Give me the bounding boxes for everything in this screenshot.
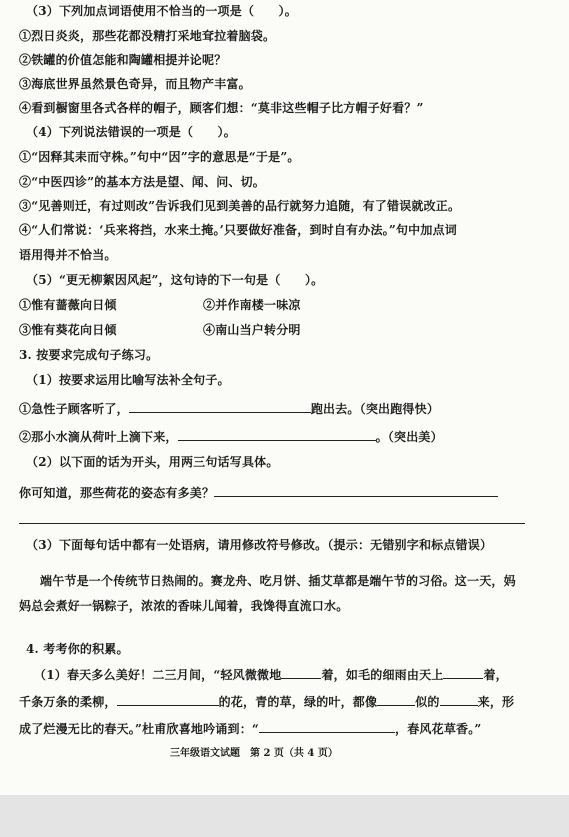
q2-3-option-3: ③海底世界虽然景色奇异，而且物产丰富。 bbox=[19, 77, 251, 91]
q3-2-prompt bbox=[19, 484, 498, 501]
q4-1-text-c: 着， bbox=[483, 668, 508, 682]
q2-4-option-1: ①“因释其耒而守株。”句中“因”字的意思是“于是”。 bbox=[19, 150, 300, 164]
q3-1-s1-blank[interactable] bbox=[129, 400, 311, 413]
q2-3-option-4: ④看到橱窗里各式各样的帽子，顾客们想：“莫非这些帽子比方帽子好看？” bbox=[19, 101, 424, 115]
q2-5-option-2: ②并作南楼一味凉 bbox=[203, 298, 301, 312]
q4-1-text-g: 来，形 bbox=[477, 695, 515, 709]
q2-5-option-3: ③惟有葵花向日倾 bbox=[19, 323, 117, 337]
q4-1-blank-3[interactable] bbox=[117, 693, 219, 706]
q2-4-option-4-cont: 语用得并不恰当。 bbox=[19, 248, 117, 262]
q3-1-s2-prefix: ②那小水滴从荷叶上滴下来， bbox=[19, 430, 178, 444]
q4-1-text-e: 的花，青的草，绿的叶，都像 bbox=[218, 695, 378, 709]
q4-1-line-3 bbox=[19, 720, 482, 737]
page-footer: 三年级语文试题 第 2 页（共 4 页） bbox=[170, 748, 338, 759]
q2-4-option-2: ②“中医四诊”的基本方法是望、闻、问、切。 bbox=[19, 175, 266, 189]
q3-2-prompt-text: 你可知道，那些荷花的姿态有多美？ bbox=[19, 486, 215, 500]
q3-1-s1-suffix: 跑出去。（突出跑得快） bbox=[310, 402, 440, 416]
bottom-band bbox=[0, 795, 569, 837]
q3-1-sentence-2 bbox=[19, 428, 443, 445]
q4-1-line-2 bbox=[19, 693, 514, 710]
q3-1-sentence-1 bbox=[19, 400, 439, 417]
q2-3-option-1: ①烈日炎炎，那些花都没精打采地耷拉着脑袋。 bbox=[19, 29, 276, 43]
q2-3-stem: （3）下列加点词语使用不恰当的一项是（ ）。 bbox=[26, 4, 297, 18]
q4-1-text-b: 着，如毛的细雨由天上 bbox=[321, 668, 444, 682]
q3-2-answer-blank-1[interactable] bbox=[214, 484, 498, 497]
q2-5-option-4: ④南山当户转分明 bbox=[203, 323, 301, 337]
q2-5-option-1: ①惟有蔷薇向日倾 bbox=[19, 298, 117, 312]
q4-1-blank-2[interactable] bbox=[443, 666, 483, 679]
q4-1-blank-4[interactable] bbox=[377, 693, 415, 706]
q4-1-blank-5[interactable] bbox=[440, 693, 478, 706]
q3-3-paragraph-line-2: 妈总会煮好一锅粽子，浓浓的香味儿闻着，我馋得直流口水。 bbox=[19, 599, 349, 613]
q3-1-stem: （1）按要求运用比喻写法补全句子。 bbox=[26, 373, 230, 387]
q3-1-s2-blank[interactable] bbox=[178, 428, 376, 441]
q2-4-option-3: ③“见善则迁，有过则改”告诉我们见到美善的品行就努力追随，有了错误就改正。 bbox=[19, 199, 461, 213]
q2-3-option-2: ②铁罐的价值怎能和陶罐相提并论呢？ bbox=[19, 53, 227, 67]
q4-1-text-d: 千条万条的柔柳， bbox=[19, 695, 117, 709]
q3-2-answer-line-2[interactable] bbox=[19, 523, 525, 524]
q2-5-stem: （5）“更无柳絮因风起”，这句诗的下一句是（ ）。 bbox=[26, 273, 324, 287]
q3-1-s2-suffix: 。（突出美） bbox=[375, 430, 443, 444]
q2-4-stem: （4）下列说法错误的一项是（ ）。 bbox=[26, 125, 236, 139]
q3-3-stem: （3）下面每句话中都有一处语病，请用修改符号修改。（提示：无错别字和标点错误） bbox=[26, 538, 493, 552]
q4-1-blank-1[interactable] bbox=[281, 666, 321, 679]
q4-title: 4. 考考你的积累。 bbox=[26, 642, 129, 656]
q4-1-blank-6[interactable] bbox=[259, 720, 395, 733]
q4-1-text-f: 似的 bbox=[415, 695, 440, 709]
q3-3-paragraph-line-1: 端午节是一个传统节日热闹的。赛龙舟、吃月饼、插艾草都是端午节的习俗。这一天，妈 bbox=[40, 574, 516, 588]
q3-2-stem: （2）以下面的话为开头，用两三句话写具体。 bbox=[26, 455, 279, 469]
q4-1-text-a: （1）春天多么美好！二三月间，“轻风微微地 bbox=[34, 668, 282, 682]
q3-title: 3. 按要求完成句子练习。 bbox=[19, 348, 159, 362]
q4-1-text-i: ，春风花草香。” bbox=[395, 722, 482, 736]
q4-1-text-h: 成了烂漫无比的春天。”杜甫欣喜地吟诵到：“ bbox=[19, 722, 260, 736]
q3-1-s1-prefix: ①急性子顾客听了， bbox=[19, 402, 129, 416]
q4-1-line-1 bbox=[34, 666, 508, 683]
q2-4-option-4: ④“人们常说：‘兵来将挡，水来土掩。’只要做好准备，到时自有办法。”句中加点词 bbox=[19, 223, 457, 237]
